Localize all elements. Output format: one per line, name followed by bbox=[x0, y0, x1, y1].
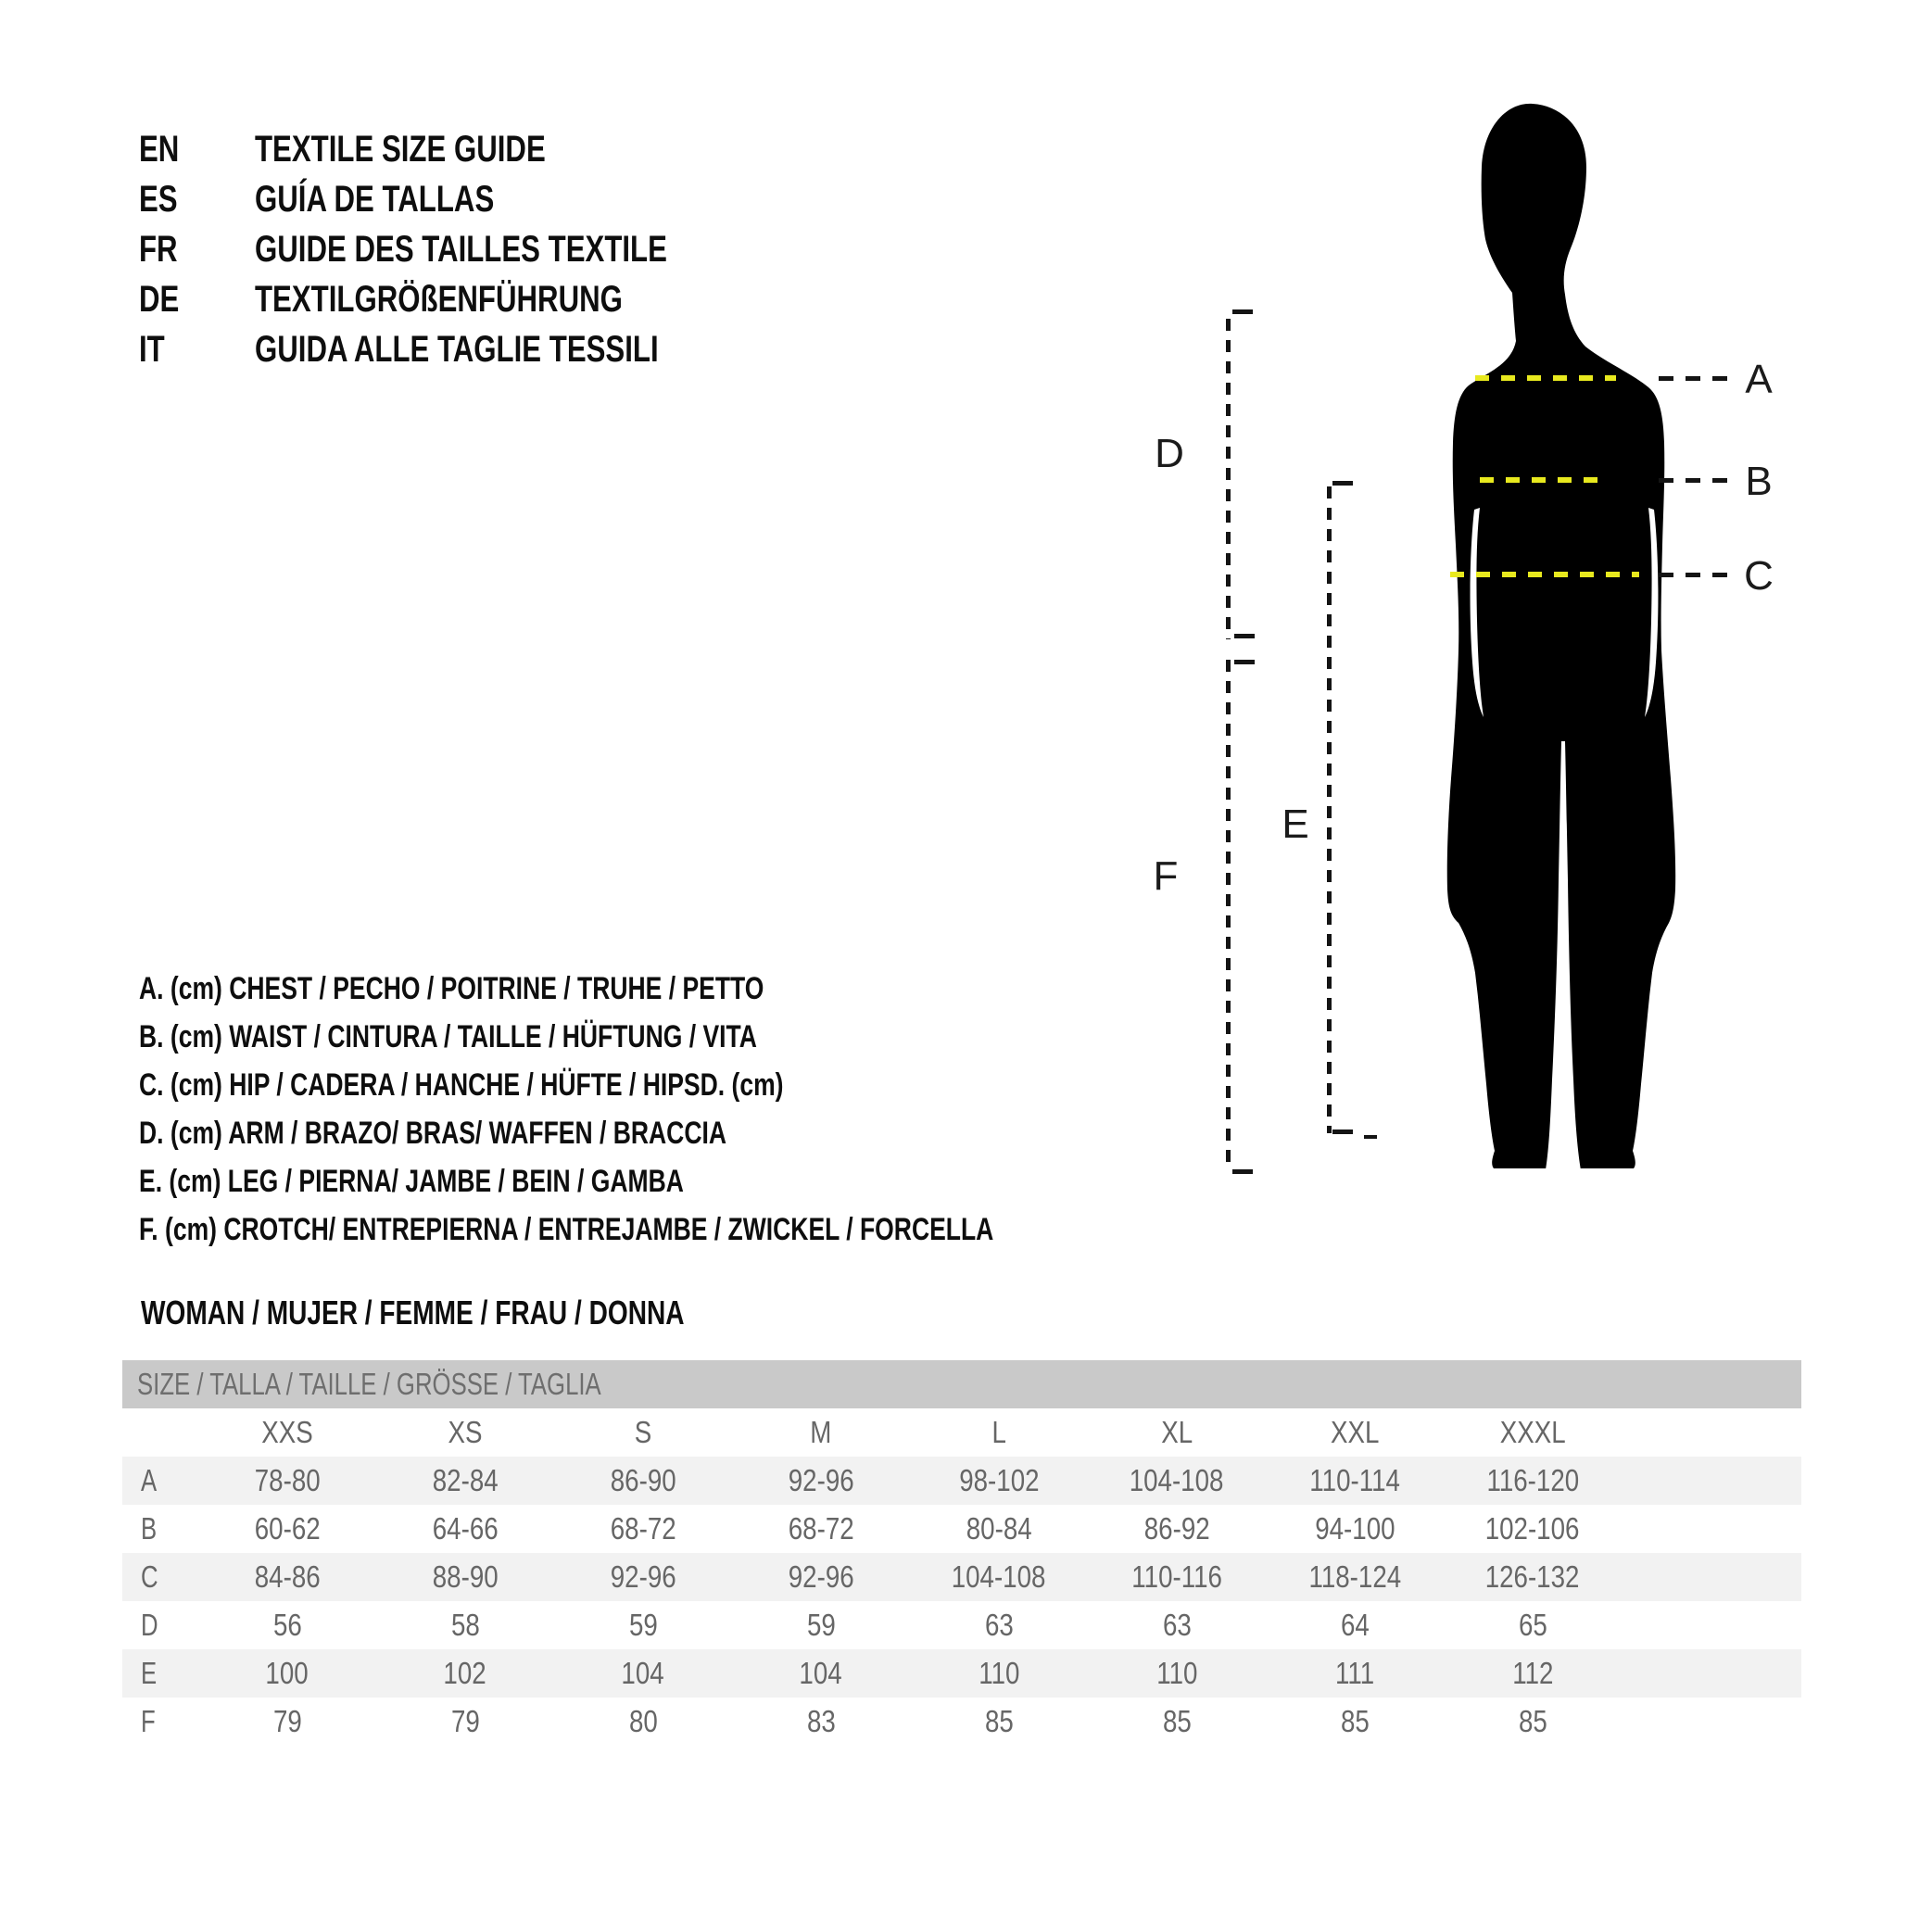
table-cell: 118-124 bbox=[1308, 1559, 1401, 1594]
table-cell: 79 bbox=[450, 1704, 480, 1738]
leg-measure-line-e bbox=[1327, 486, 1332, 1133]
table-cell: 92-96 bbox=[788, 1463, 854, 1497]
legend-line-chest: A. (cm) CHEST / PECHO / POITRINE / TRUHE / PETTO bbox=[139, 971, 764, 1006]
waist-measure-line bbox=[1480, 477, 1610, 483]
table-row-hip bbox=[122, 1553, 1801, 1601]
table-cell bbox=[1622, 1408, 1801, 1457]
table-cell: 68-72 bbox=[788, 1511, 854, 1546]
size-table-title: SIZE / TALLA / TAILLE / GRÖSSE / TAGLIA bbox=[137, 1367, 601, 1401]
size-table-title-band bbox=[122, 1360, 1801, 1408]
legend-line-waist: B. (cm) WAIST / CINTURA / TAILLE / HÜFTUNG / VITA bbox=[139, 1019, 757, 1054]
column-header-xxxl: XXXL bbox=[1499, 1415, 1566, 1449]
woman-silhouette bbox=[1422, 102, 1728, 1172]
hip-measure-line bbox=[1450, 572, 1639, 577]
legend-line-crotch: F. (cm) CROTCH/ ENTREPIERNA / ENTREJAMBE / ZWICKEL / FORCELLA bbox=[139, 1212, 994, 1247]
table-cell: 79 bbox=[272, 1704, 302, 1738]
guide-title-it: GUIDA ALLE TAGLIE TESSILI bbox=[255, 329, 659, 370]
table-cell bbox=[122, 1408, 198, 1457]
measurement-legend bbox=[139, 965, 1234, 1254]
table-cell: 68-72 bbox=[610, 1511, 676, 1546]
language-code: IT bbox=[139, 329, 165, 370]
tick-e-bottom-2 bbox=[1364, 1135, 1377, 1139]
table-cell: 86-92 bbox=[1143, 1511, 1210, 1546]
guide-title-es: GUÍA DE TALLAS bbox=[255, 179, 495, 220]
table-cell: 92-96 bbox=[788, 1559, 854, 1594]
language-row-it bbox=[139, 324, 783, 374]
tick-f-top bbox=[1234, 660, 1255, 664]
table-cell: 58 bbox=[450, 1608, 480, 1642]
table-row-crotch bbox=[122, 1698, 1801, 1746]
table-cell: 110-114 bbox=[1309, 1463, 1400, 1497]
table-cell: 56 bbox=[272, 1608, 302, 1642]
table-cell: 83 bbox=[806, 1704, 836, 1738]
legend-line-hip: C. (cm) HIP / CADERA / HANCHE / HÜFTE / HIPSD. (cm) bbox=[139, 1067, 784, 1103]
table-cell bbox=[1622, 1601, 1801, 1649]
table-cell: 59 bbox=[806, 1608, 836, 1642]
table-cell: 88-90 bbox=[432, 1559, 499, 1594]
table-cell: 85 bbox=[1162, 1704, 1192, 1738]
arm-measure-line-d bbox=[1226, 319, 1231, 639]
table-cell: 84-86 bbox=[254, 1559, 321, 1594]
table-cell: 126-132 bbox=[1485, 1559, 1580, 1594]
leader-line-b bbox=[1659, 478, 1727, 483]
row-label: A bbox=[141, 1463, 158, 1497]
table-cell: 116-120 bbox=[1486, 1463, 1579, 1497]
table-cell: 112 bbox=[1511, 1656, 1554, 1690]
table-cell: 60-62 bbox=[254, 1511, 321, 1546]
guide-title-en: TEXTILE SIZE GUIDE bbox=[255, 129, 546, 170]
table-row-leg bbox=[122, 1649, 1801, 1698]
table-cell: 102-106 bbox=[1485, 1511, 1580, 1546]
row-label: E bbox=[141, 1656, 158, 1690]
legend-line-leg: E. (cm) LEG / PIERNA/ JAMBE / BEIN / GAMBA bbox=[139, 1164, 684, 1199]
column-header-xs: XS bbox=[448, 1415, 483, 1449]
audience-line: WOMAN / MUJER / FEMME / FRAU / DONNA bbox=[141, 1294, 685, 1332]
tick-f-bottom bbox=[1232, 1169, 1253, 1174]
column-header-xxs: XXS bbox=[261, 1415, 313, 1449]
language-row-en bbox=[139, 124, 783, 174]
table-cell: 110 bbox=[1155, 1656, 1198, 1690]
tick-e-top bbox=[1332, 481, 1353, 486]
size-table-header-row bbox=[122, 1408, 1801, 1457]
column-header-s: S bbox=[634, 1415, 652, 1449]
table-cell bbox=[1622, 1649, 1801, 1698]
measure-label-d: D bbox=[1155, 431, 1184, 476]
table-cell: 100 bbox=[265, 1656, 309, 1690]
language-title-block bbox=[139, 124, 783, 374]
table-cell: 64 bbox=[1340, 1608, 1370, 1642]
language-code: EN bbox=[139, 129, 180, 170]
tick-d-top bbox=[1232, 309, 1253, 314]
measure-label-f: F bbox=[1153, 853, 1179, 899]
table-row-chest bbox=[122, 1457, 1801, 1505]
row-label: F bbox=[141, 1704, 156, 1738]
leader-line-a bbox=[1659, 376, 1727, 381]
chest-measure-line bbox=[1475, 375, 1616, 381]
column-header-l: L bbox=[991, 1415, 1006, 1449]
column-header-m: M bbox=[810, 1415, 832, 1449]
table-cell: 110 bbox=[978, 1656, 1020, 1690]
language-row-es bbox=[139, 174, 783, 224]
table-cell bbox=[1622, 1457, 1801, 1505]
table-cell bbox=[1622, 1553, 1801, 1601]
language-code: ES bbox=[139, 179, 178, 220]
table-cell: 104-108 bbox=[1130, 1463, 1224, 1497]
table-row-waist bbox=[122, 1505, 1801, 1553]
table-row-arm bbox=[122, 1601, 1801, 1649]
language-row-de bbox=[139, 274, 783, 324]
language-row-fr bbox=[139, 224, 783, 274]
table-cell bbox=[1622, 1505, 1801, 1553]
row-label: B bbox=[141, 1511, 158, 1546]
size-table bbox=[122, 1408, 1801, 1746]
language-code: FR bbox=[139, 229, 178, 270]
table-cell: 82-84 bbox=[432, 1463, 499, 1497]
crotch-measure-line-f bbox=[1226, 660, 1231, 1171]
table-cell: 104-108 bbox=[952, 1559, 1046, 1594]
table-cell: 104 bbox=[799, 1656, 843, 1690]
table-cell: 86-90 bbox=[610, 1463, 676, 1497]
measure-label-e: E bbox=[1282, 801, 1309, 847]
guide-title-fr: GUIDE DES TAILLES TEXTILE bbox=[255, 229, 667, 270]
table-cell: 98-102 bbox=[958, 1463, 1040, 1497]
table-cell: 59 bbox=[628, 1608, 658, 1642]
row-label: C bbox=[141, 1559, 158, 1594]
tick-e-bottom bbox=[1332, 1130, 1353, 1134]
table-cell: 92-96 bbox=[610, 1559, 676, 1594]
table-cell: 65 bbox=[1518, 1608, 1547, 1642]
table-cell: 85 bbox=[1518, 1704, 1547, 1738]
table-cell: 85 bbox=[984, 1704, 1014, 1738]
table-cell: 102 bbox=[443, 1656, 487, 1690]
leader-line-c bbox=[1659, 573, 1727, 577]
table-cell bbox=[1622, 1698, 1801, 1746]
language-code: DE bbox=[139, 279, 180, 320]
table-cell: 80-84 bbox=[966, 1511, 1032, 1546]
table-cell: 85 bbox=[1340, 1704, 1370, 1738]
table-cell: 104 bbox=[621, 1656, 665, 1690]
measure-label-b: B bbox=[1745, 459, 1773, 504]
table-cell: 110-116 bbox=[1131, 1559, 1222, 1594]
table-cell: 111 bbox=[1334, 1656, 1375, 1690]
measure-label-c: C bbox=[1744, 553, 1774, 599]
table-cell: 94-100 bbox=[1314, 1511, 1395, 1546]
guide-title-de: TEXTILGRÖßENFÜHRUNG bbox=[255, 279, 623, 320]
row-label: D bbox=[141, 1608, 158, 1642]
legend-line-arm: D. (cm) ARM / BRAZO/ BRAS/ WAFFEN / BRACCIA bbox=[139, 1116, 727, 1151]
table-cell: 64-66 bbox=[432, 1511, 499, 1546]
column-header-xl: XL bbox=[1161, 1415, 1193, 1449]
table-cell: 80 bbox=[628, 1704, 658, 1738]
column-header-xxl: XXL bbox=[1330, 1415, 1380, 1449]
table-cell: 63 bbox=[984, 1608, 1014, 1642]
table-cell: 63 bbox=[1162, 1608, 1192, 1642]
table-cell: 78-80 bbox=[254, 1463, 321, 1497]
measure-label-a: A bbox=[1745, 357, 1773, 402]
tick-d-bottom bbox=[1234, 634, 1255, 638]
